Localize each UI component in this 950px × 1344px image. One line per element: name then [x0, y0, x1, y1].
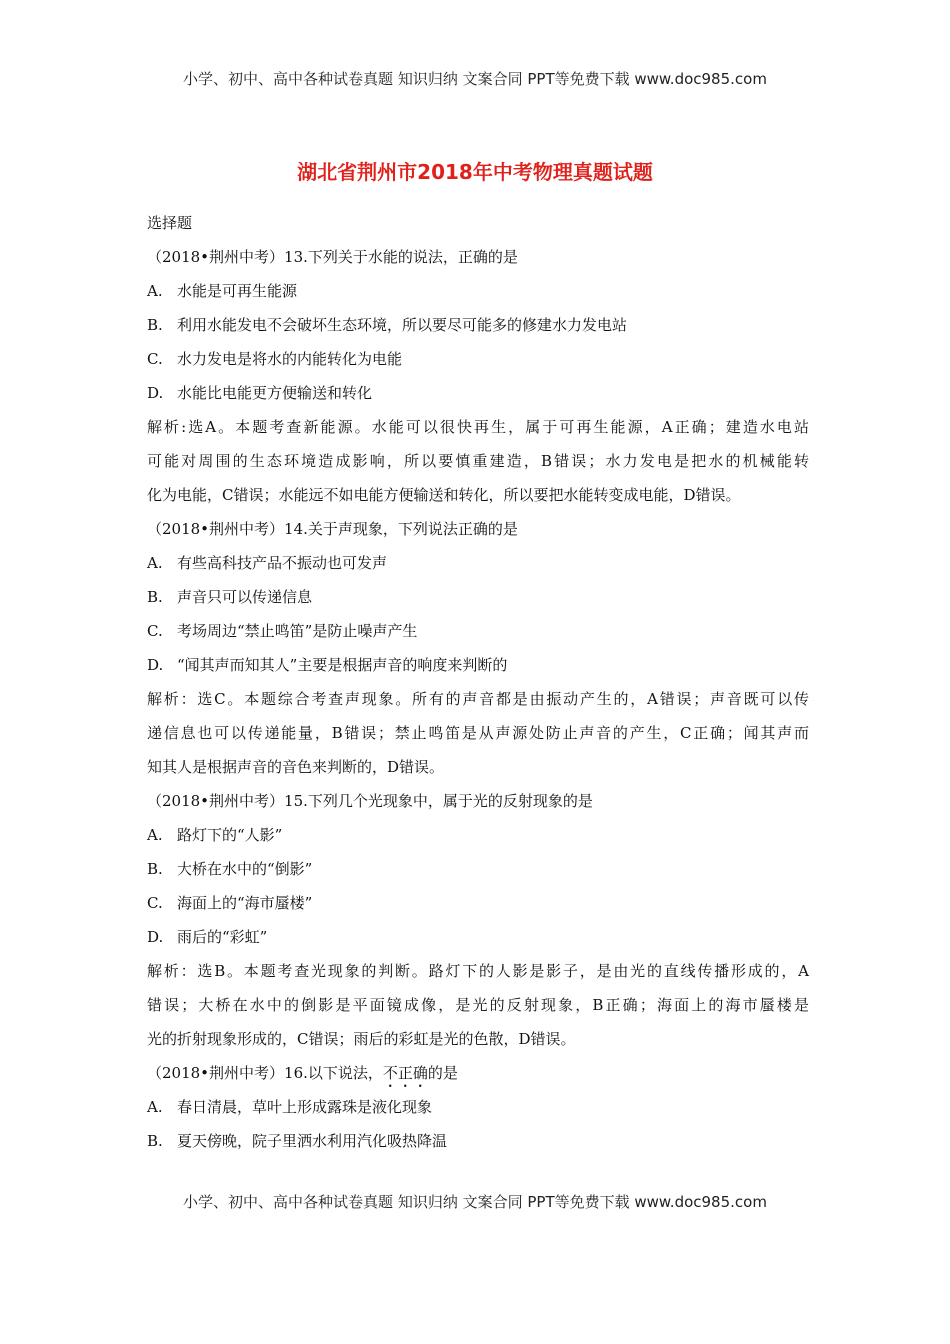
question-13-option-b: B. 利用水能发电不会破坏生态环境，所以要尽可能多的修建水力发电站 [147, 316, 628, 334]
question-14-analysis-line: 知其人是根据声音的音色来判断的，D错误。 [147, 758, 445, 776]
question-13-stem: （2018•荆州中考）13.下列关于水能的说法，正确的是 [147, 248, 518, 266]
question-16-stem: （2018•荆州中考）16.以下说法，不正确的是 [147, 1064, 458, 1082]
question-13-option-d: D. 水能比电能更方便输送和转化 [147, 384, 373, 402]
question-14-option-b: B. 声音只可以传递信息 [147, 588, 313, 606]
question-14-option-a: A. 有些高科技产品不振动也可发声 [147, 554, 388, 572]
question-13-option-a: A. 水能是可再生能源 [147, 282, 298, 300]
page-header: 小学、初中、高中各种试卷真题 知识归纳 文案合同 PPT等免费下载 www.doc985.com [183, 70, 767, 88]
question-15-stem: （2018•荆州中考）15.下列几个光现象中，属于光的反射现象的是 [147, 792, 593, 810]
question-14-analysis-line: 解析：选C。本题综合考查声现象。所有的声音都是由振动产生的，A错误；声音既可以传 [147, 690, 809, 708]
question-14-option-d: D. “闻其声而知其人”主要是根据声音的响度来判断的 [147, 656, 508, 674]
emphasis-not-correct: 不正确 [382, 1064, 428, 1082]
page-footer: 小学、初中、高中各种试卷真题 知识归纳 文案合同 PPT等免费下载 www.doc985.com [183, 1193, 767, 1211]
question-15-option-a: A. 路灯下的“人影” [147, 826, 283, 844]
question-16-option-b: B. 夏天傍晚，院子里洒水利用汽化吸热降温 [147, 1132, 448, 1150]
document-body [147, 206, 809, 1158]
question-15-option-c: C. 海面上的“海市蜃楼” [147, 894, 313, 912]
question-13-analysis-line: 可能对周围的生态环境造成影响，所以要慎重建造，B错误；水力发电是把水的机械能转 [147, 452, 809, 470]
question-14-analysis-line: 递信息也可以传递能量，B错误；禁止鸣笛是从声源处防止声音的产生，C正确；闻其声而 [147, 724, 809, 742]
question-14-stem: （2018•荆州中考）14.关于声现象，下列说法正确的是 [147, 520, 518, 538]
question-13-analysis-line: 解析:选A。本题考查新能源。水能可以很快再生，属于可再生能源，A正确；建造水电站 [147, 418, 809, 436]
section-heading: 选择题 [147, 214, 193, 232]
question-13-option-c: C. 水力发电是将水的内能转化为电能 [147, 350, 403, 368]
question-15-analysis-line: 解析：选B。本题考查光现象的判断。路灯下的人影是影子，是由光的直线传播形成的，A [147, 962, 809, 980]
question-13-analysis-line: 化为电能，C错误；水能远不如电能方便输送和转化，所以要把水能转变成电能，D错误。 [147, 486, 741, 504]
question-14-option-c: C. 考场周边“禁止鸣笛”是防止噪声产生 [147, 622, 418, 640]
question-15-option-b: B. 大桥在水中的“倒影” [147, 860, 313, 878]
page-title: 湖北省荆州市2018年中考物理真题试题 [297, 160, 653, 184]
question-16-option-a: A. 春日清晨，草叶上形成露珠是液化现象 [147, 1098, 433, 1116]
question-15-option-d: D. 雨后的“彩虹” [147, 928, 268, 946]
question-15-analysis-line: 光的折射现象形成的，C错误；雨后的彩虹是光的色散，D错误。 [147, 1030, 576, 1048]
question-15-analysis-line: 错误；大桥在水中的倒影是平面镜成像，是光的反射现象，B正确；海面上的海市蜃楼是 [147, 996, 809, 1014]
